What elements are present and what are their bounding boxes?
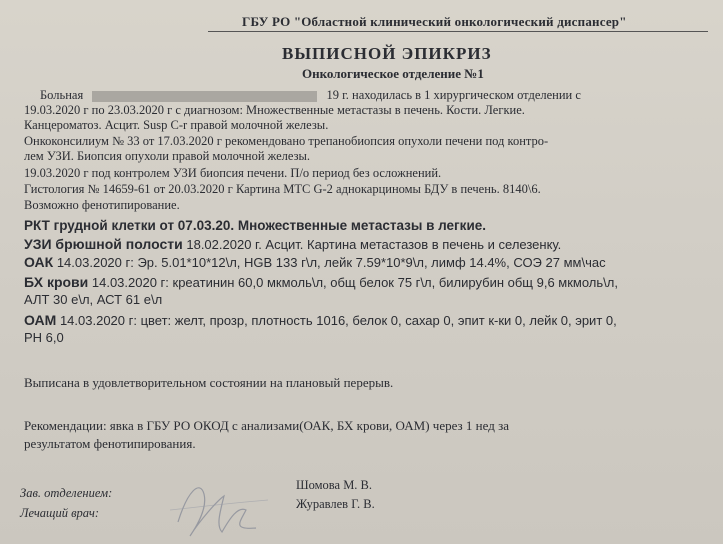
body-line-7: Возможно фенотипирование.	[24, 198, 180, 212]
patient-suffix: 19 г. находилась в 1 хирургическом отделении с	[326, 88, 581, 102]
discharge-status: Выписана в удовлетворительном состоянии на плановый перерыв.	[24, 375, 394, 390]
head-of-department-name: Шомова М. В.	[296, 478, 373, 492]
header-divider	[208, 31, 708, 32]
oam-line	[24, 312, 617, 328]
patient-prefix: Больная	[40, 88, 84, 102]
uzi-label: УЗИ брюшной полости	[24, 236, 183, 252]
uzi-line	[24, 236, 561, 252]
oam-line-2: PH 6,0	[24, 330, 64, 345]
body-line-5: 19.03.2020 г под контролем УЗИ биопсия печени. П/о период без осложнений.	[24, 166, 442, 180]
bx-line	[24, 274, 618, 290]
attending-doctor-label: Лечащий врач:	[20, 506, 100, 520]
document-title: ВЫПИСНОЙ ЭПИКРИЗ	[282, 44, 492, 63]
recommendation-line-1: Рекомендации: явка в ГБУ РО ОКОД с анализами(ОАК, БХ крови, ОАМ) через 1 нед за	[24, 418, 509, 433]
body-line-1: 19.03.2020 г по 23.03.2020 г с диагнозом: Множественные метастазы в печень. Кости. Легкие.	[24, 103, 525, 117]
body-line-4: лем УЗИ. Биопсия опухоли правой молочной железы.	[24, 149, 311, 163]
oak-line	[24, 254, 606, 270]
redacted-patient-name	[92, 91, 317, 102]
oam-label: ОАМ	[24, 312, 57, 328]
body-line-6: Гистология № 14659-61 от 20.03.2020 г Картина МТС G-2 аднокарциномы БДУ в печень. 8140\6.	[24, 182, 541, 196]
oam-text: 14.03.2020 г: цвет: желт, прозр, плотность 1016, белок 0, сахар 0, эпит к-ки 0, лейк 0, эрит 0,	[56, 313, 617, 328]
attending-doctor-name: Журавлев Г. В.	[296, 497, 375, 511]
department-name: Онкологическое отделение №1	[302, 66, 484, 81]
rkt-line: РКТ грудной клетки от 07.03.20. Множественные метастазы в легкие.	[24, 218, 486, 233]
oak-label: ОАК	[24, 254, 54, 270]
head-of-department-label: Зав. отделением:	[20, 486, 113, 500]
bx-label: БХ крови	[24, 274, 89, 290]
recommendation-line-2: результатом фенотипирования.	[24, 436, 196, 451]
patient-line	[40, 88, 581, 103]
oak-text: 14.03.2020 г: Эр. 5.01*10*12\л, HGB 133 г\л, лейк 7.59*10*9\л, лимф 14.4%, СОЭ 27 мм\час	[53, 255, 606, 270]
body-line-2: Канцероматоз. Асцит. Susp C-r правой молочной железы.	[24, 118, 329, 132]
bx-line-2: АЛТ 30 е\л, АСТ 61 е\л	[24, 292, 163, 307]
body-line-3: Онкоконсилиум № 33 от 17.03.2020 г рекомендовано трепанобиопсия опухоли печени под контро-	[24, 134, 549, 148]
handwritten-signature	[160, 470, 280, 544]
organization-header: ГБУ РО "Областной клинический онкологический диспансер"	[242, 14, 627, 29]
bx-text: 14.03.2020 г: креатинин 60,0 мкмоль\л, общ белок 75 г\л, билирубин общ 9,6 мкмоль\л,	[88, 275, 618, 290]
uzi-text: 18.02.2020 г. Асцит. Картина метастазов в печень и селезенку.	[182, 237, 562, 252]
